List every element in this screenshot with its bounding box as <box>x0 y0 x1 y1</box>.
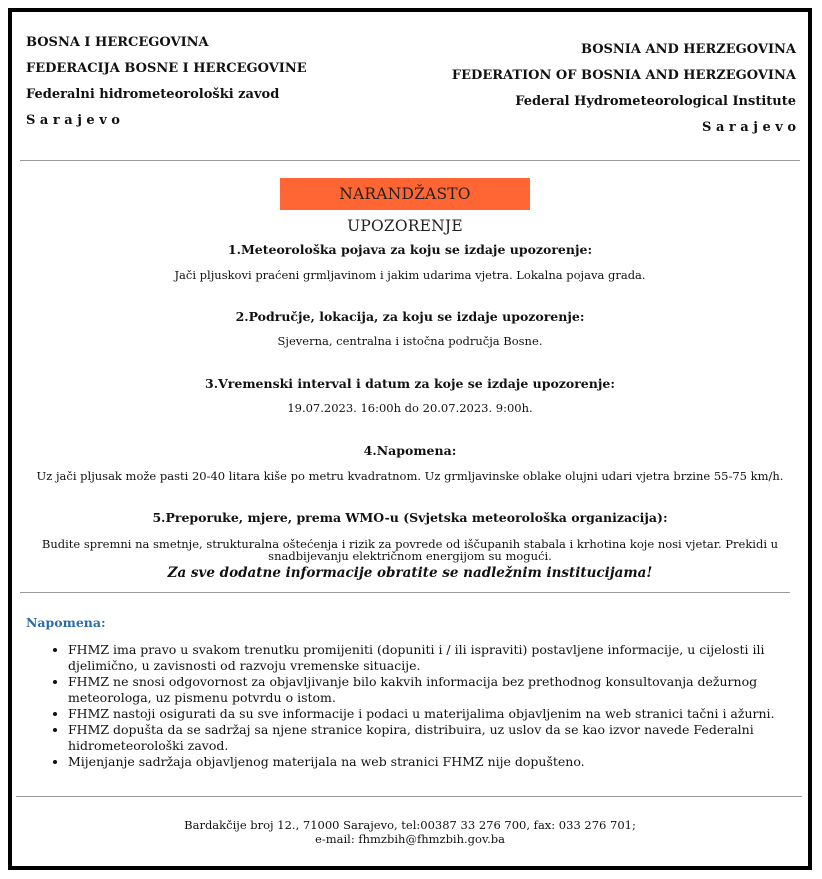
notes-list-item: • Mijenjanje sadržaja objavljenog materijala na web stranici FHMZ nije dopušteno. <box>68 754 808 770</box>
header-left-federation: FEDERACIJA BOSNE I HERCEGOVINE <box>26 61 307 76</box>
section-2-heading: 2.Područje, lokacija, za koju se izdaje upozorenje: <box>235 309 585 324</box>
header-left-country: BOSNA I HERCEGOVINA <box>26 35 209 50</box>
content-divider <box>20 592 790 593</box>
section-5-heading: 5.Preporuke, mjere, prema WMO-u (Svjetska meteorološka organizacija): <box>152 510 668 525</box>
header-left-city: S a r a j e v o <box>26 113 120 128</box>
header-right-institute: Federal Hydrometeorological Institute <box>515 94 796 109</box>
document-frame <box>8 8 812 870</box>
warning-level-badge: NARANDŽASTO UPOZORENJE <box>280 178 530 210</box>
section-1-text: Jači pljuskovi praćeni grmljavinom i jakim udarima vjetra. Lokalna pojava grada. <box>174 268 646 282</box>
header-left-institute: Federalni hidrometeorološki zavod <box>26 87 280 102</box>
header-right-country: BOSNIA AND HERZEGOVINA <box>580 42 796 57</box>
footer-divider <box>16 796 802 797</box>
section-1-heading: 1.Meteorološka pojava za koju se izdaje upozorenje: <box>227 242 593 257</box>
footer-email: e-mail: fhmzbih@fhmzbih.gov.ba <box>315 832 505 846</box>
header-divider <box>20 160 800 161</box>
footer-address: Bardakčije broj 12., 71000 Sarajevo, tel:00387 33 276 700, fax: 033 276 701; <box>184 818 636 832</box>
section-5-text: Budite spremni na smetnje, strukturalna oštećenja i rizik za povrede od iščupanih stabala i krhotina koje nosi vjetar. Prekidi u snadbijevanju električnom energijom su mogući. <box>41 537 779 563</box>
closing-statement: Za sve dodatne informacije obratite se nadležnim institucijama! <box>167 565 653 581</box>
section-3-heading: 3.Vremenski interval i datum za koje se izdaje upozorenje: <box>205 376 615 391</box>
notes-title: Napomena: <box>26 615 106 630</box>
notes-list-item: • FHMZ nastoji osigurati da su sve informacije i podaci u materijalima objavljenim na web stranici tačni i ažurni. <box>68 706 808 722</box>
header-right-city: S a r a j e v o <box>702 120 796 135</box>
notes-list <box>42 642 808 770</box>
section-2-text: Sjeverna, centralna i istočna područja Bosne. <box>277 334 543 348</box>
header-right-federation: FEDERATION OF BOSNIA AND HERZEGOVINA <box>451 68 796 83</box>
notes-list-item: • FHMZ ima pravo u svakom trenutku promijeniti (dopuniti i / ili ispraviti) postavljene informacije, u cijelosti ili djelimično, u zavisnosti od razvoju vremenske situacije. <box>68 642 808 674</box>
section-3-text: 19.07.2023. 16:00h do 20.07.2023. 9:00h. <box>287 401 533 415</box>
header-left <box>26 30 307 134</box>
header-right <box>452 37 796 141</box>
footer-contact <box>12 818 808 846</box>
section-4-text: Uz jači pljusak može pasti 20-40 litara kiše po metru kvadratnom. Uz grmljavinske oblake olujni udari vjetra brzine 55-75 km/h. <box>36 469 784 483</box>
notes-list-item: • FHMZ dopušta da se sadržaj sa njene stranice kopira, distribuira, uz uslov da se kao izvor navede Federalni hidrometeorološki zavod. <box>68 722 808 754</box>
section-4-heading: 4.Napomena: <box>363 443 457 458</box>
notes-list-item: • FHMZ ne snosi odgovornost za objavljivanje bilo kakvih informacija bez prethodnog konsultovanja dežurnog meteorologa, uz pismenu potvrdu o istom. <box>68 674 808 706</box>
